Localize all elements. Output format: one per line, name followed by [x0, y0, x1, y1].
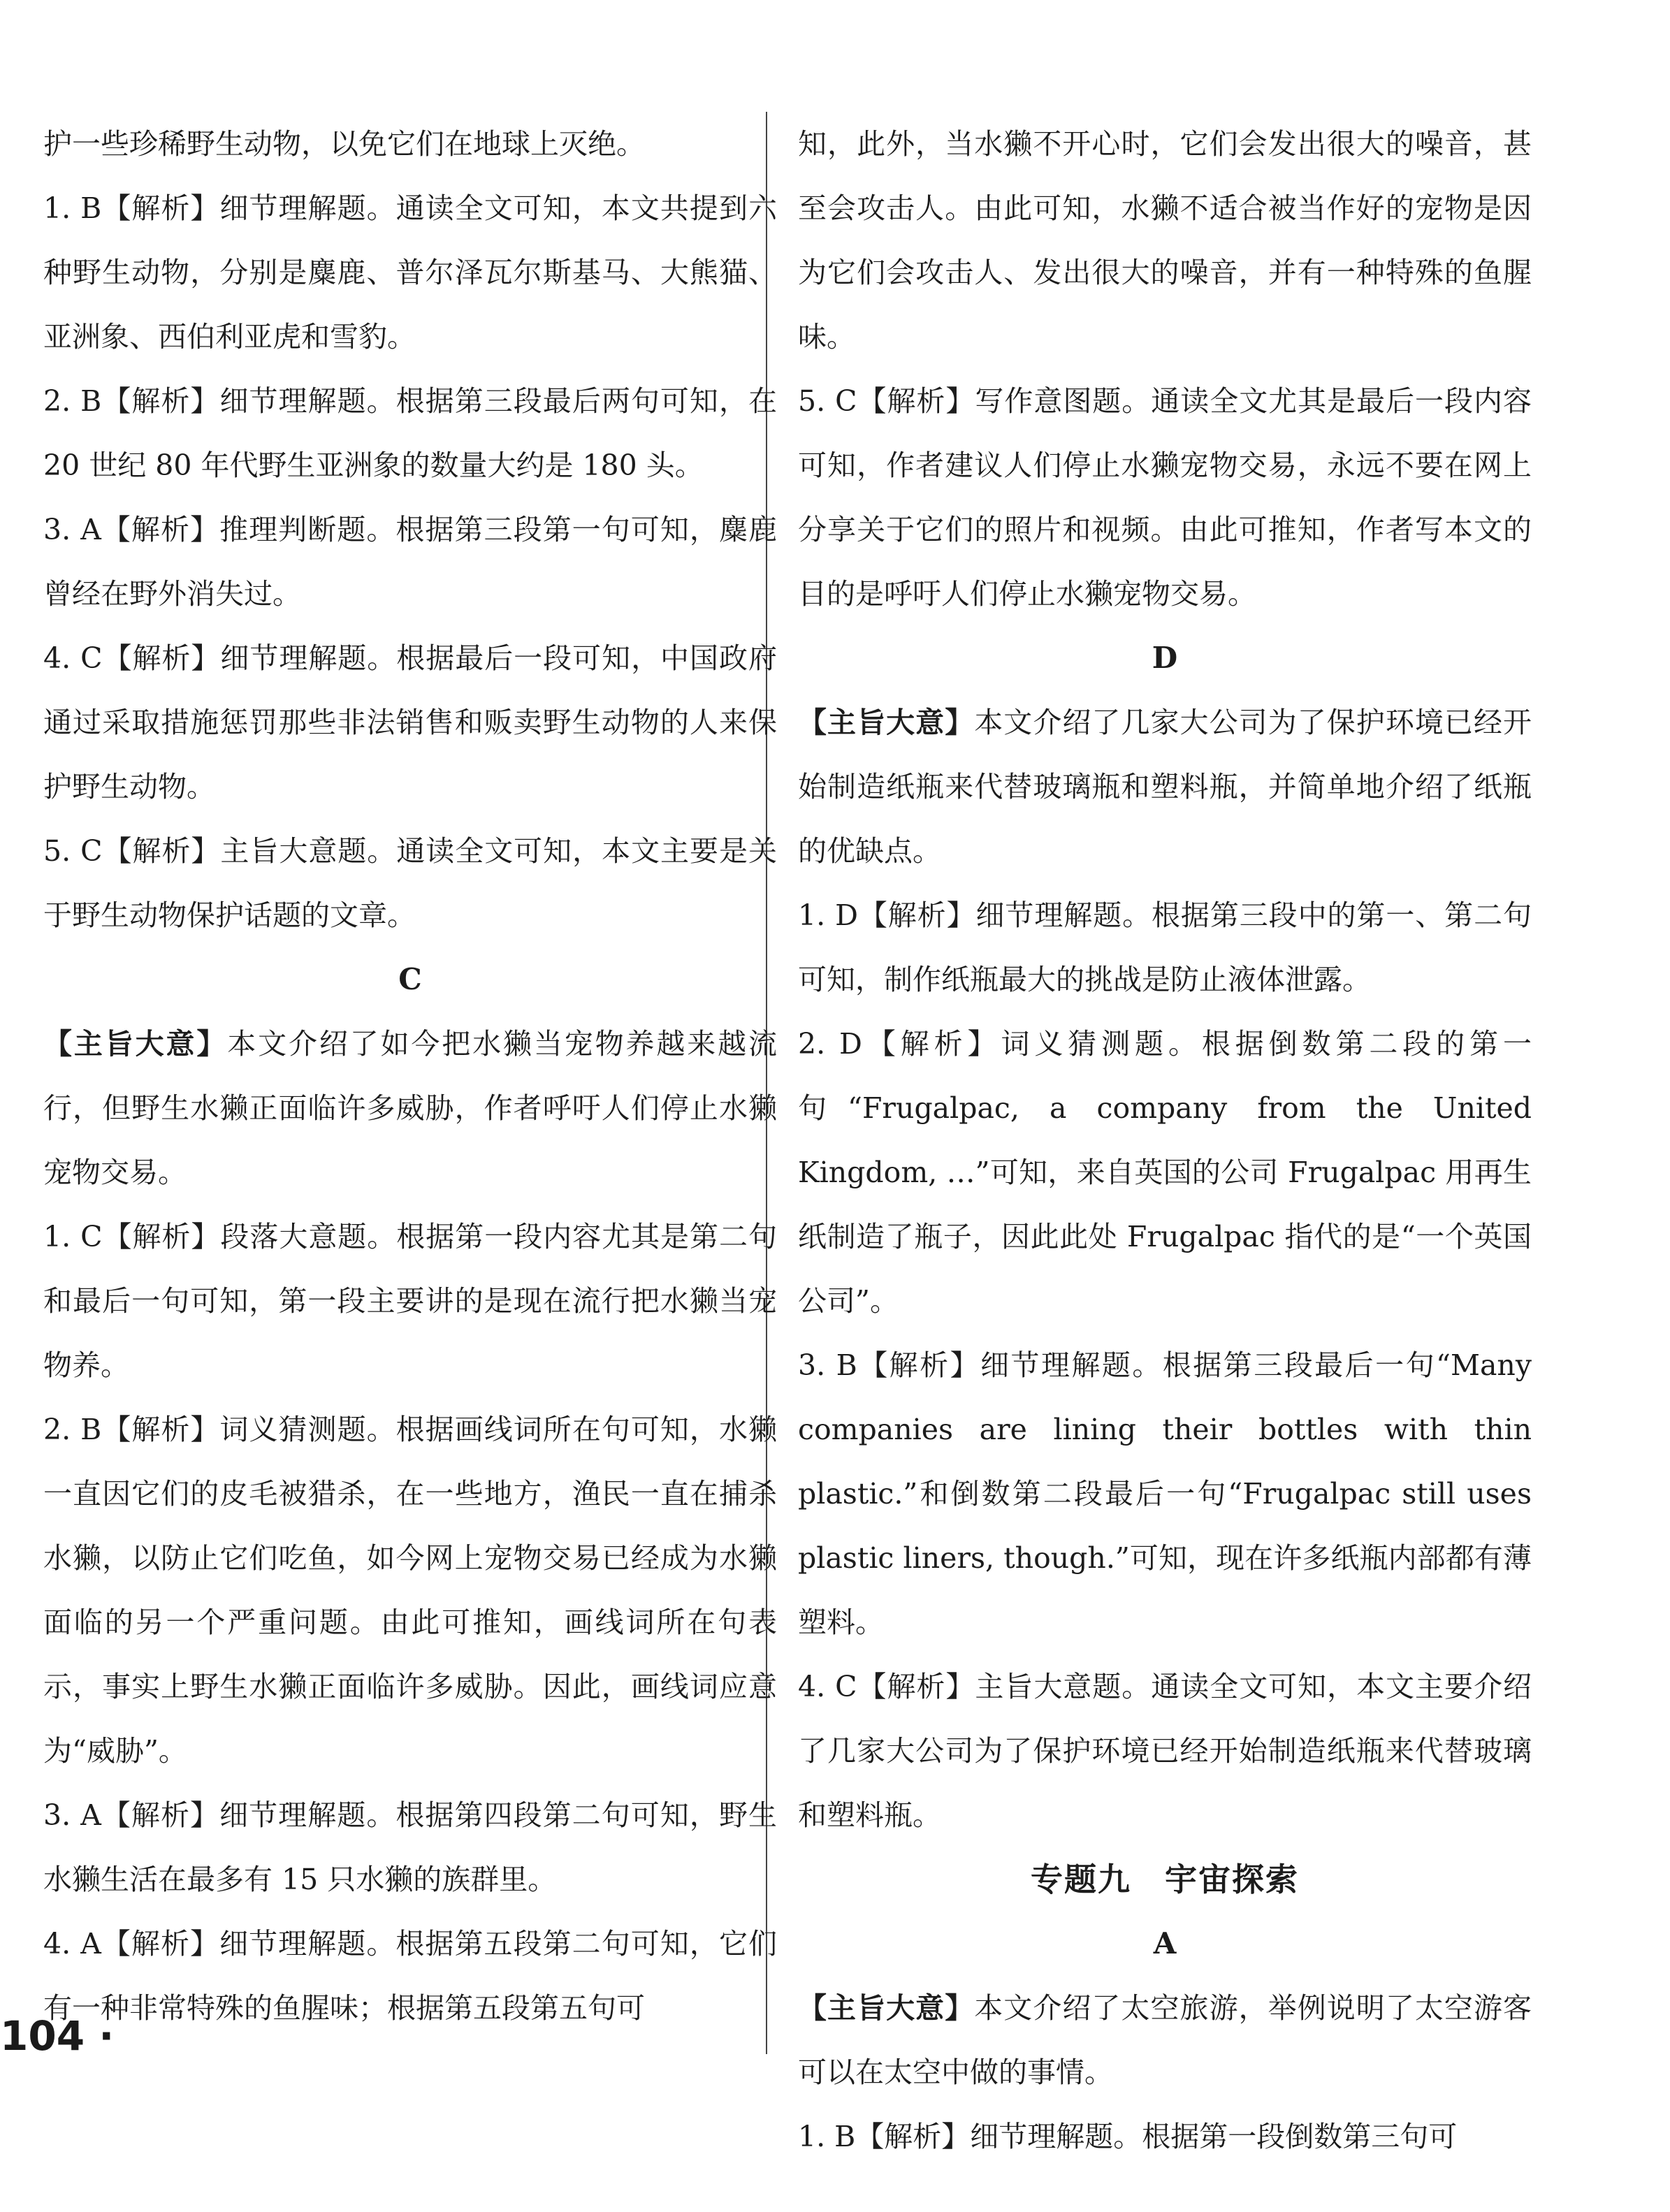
topic-heading: 专题九 宇宙探索: [1031, 1861, 1299, 1898]
answer-b-4: 4. C【解析】细节理解题。根据最后一段可知，中国政府通过采取措施惩罚那些非法销售和贩卖野生动物的人来保护野生动物。: [43, 641, 777, 803]
answer-a-1: 1. B【解析】细节理解题。根据第一段倒数第三句可: [798, 2120, 1458, 2153]
page-number: 104 ·: [0, 2012, 115, 2060]
answer-c-4-continued: 知，此外，当水獭不开心时，它们会发出很大的噪音，甚至会攻击人。由此可知，水獭不适合被当作好的宠物是因为它们会攻击人、发出很大的噪音，并有一种特殊的鱼腥味。: [798, 127, 1532, 354]
answer-d-2: 2. D【解析】词义猜测题。根据倒数第二段的第一句“Frugalpac, a company from the United Kingdom, …”可知，来自英国的公司 Frugalpac 用再生纸制造了瓶子，因此此处 Frugalpac 指代的是“一个英国公司”。: [798, 1027, 1532, 1318]
right-column: [798, 112, 1532, 2169]
answer-b-1: 1. B【解析】细节理解题。通读全文可知，本文共提到六种野生动物，分别是麋鹿、普尔泽瓦尔斯基马、大熊猫、亚洲象、西伯利亚虎和雪豹。: [43, 191, 777, 354]
summary-label: 【主旨大意】: [798, 1991, 975, 2025]
answer-b-2: 2. B【解析】细节理解题。根据第三段最后两句可知，在 20 世纪 80 年代野生亚洲象的数量大约是 180 头。: [43, 384, 777, 482]
answer-c-5: 5. C【解析】写作意图题。通读全文尤其是最后一段内容可知，作者建议人们停止水獭宠物交易，永远不要在网上分享关于它们的照片和视频。由此可推知，作者写本文的目的是呼吁人们停止水獭宠物交易。: [798, 384, 1532, 611]
section-c-heading: C: [398, 962, 422, 996]
answer-b-3: 3. A【解析】推理判断题。根据第三段第一句可知，麋鹿曾经在野外消失过。: [43, 513, 777, 611]
section-a-heading: A: [1153, 1926, 1177, 1960]
section-a-summary: [798, 1976, 1532, 2104]
left-column: [43, 112, 777, 2040]
answer-c-1: 1. C【解析】段落大意题。根据第一段内容尤其是第二句和最后一句可知，第一段主要讲的是现在流行把水獭当宠物养。: [43, 1220, 777, 1382]
section-d-heading: D: [1152, 641, 1178, 675]
summary-text: 本文介绍了太空旅游，举例说明了太空游客可以在太空中做的事情。: [798, 1991, 1532, 2089]
summary-label: 【主旨大意】: [798, 706, 975, 739]
paragraph-continued: 护一些珍稀野生动物，以免它们在地球上灭绝。: [43, 127, 645, 161]
answer-d-3: 3. B【解析】细节理解题。根据第三段最后一句“Many companies are lining their bottles with thin plastic.”和倒数第二段最后一句“Frugalpac still uses plastic liners, though.”可知，现在许多纸瓶内部都有薄塑料。: [798, 1348, 1532, 1639]
summary-label: 【主旨大意】: [43, 1027, 228, 1061]
answer-c-3: 3. A【解析】细节理解题。根据第四段第二句可知，野生水獭生活在最多有 15 只水獭的族群里。: [43, 1798, 777, 1896]
answer-d-4: 4. C【解析】主旨大意题。通读全文可知，本文主要介绍了几家大公司为了保护环境已经开始制造纸瓶来代替玻璃和塑料瓶。: [798, 1670, 1532, 1832]
section-c-summary: [43, 1012, 777, 1205]
answer-d-1: 1. D【解析】细节理解题。根据第三段中的第一、第二句可知，制作纸瓶最大的挑战是防止液体泄露。: [798, 898, 1532, 996]
summary-text: 本文介绍了几家大公司为了保护环境已经开始制造纸瓶来代替玻璃瓶和塑料瓶，并简单地介绍了纸瓶的优缺点。: [798, 706, 1532, 868]
summary-text: 本文介绍了如今把水獭当宠物养越来越流行，但野生水獭正面临许多威胁，作者呼吁人们停止水獭宠物交易。: [43, 1027, 777, 1189]
answer-b-5: 5. C【解析】主旨大意题。通读全文可知，本文主要是关于野生动物保护话题的文章。: [43, 834, 777, 932]
answer-c-2: 2. B【解析】词义猜测题。根据画线词所在句可知，水獭一直因它们的皮毛被猎杀，在一些地方，渔民一直在捕杀水獭，以防止它们吃鱼，如今网上宠物交易已经成为水獭面临的另一个严重问题。由此可推知，画线词所在句表示，事实上野生水獭正面临许多威胁。因此，画线词应意为“威胁”。: [43, 1413, 777, 1768]
section-d-summary: [798, 690, 1532, 883]
answer-c-4: 4. A【解析】细节理解题。根据第五段第二句可知，它们有一种非常特殊的鱼腥味；根据第五段第五句可: [43, 1927, 777, 2025]
